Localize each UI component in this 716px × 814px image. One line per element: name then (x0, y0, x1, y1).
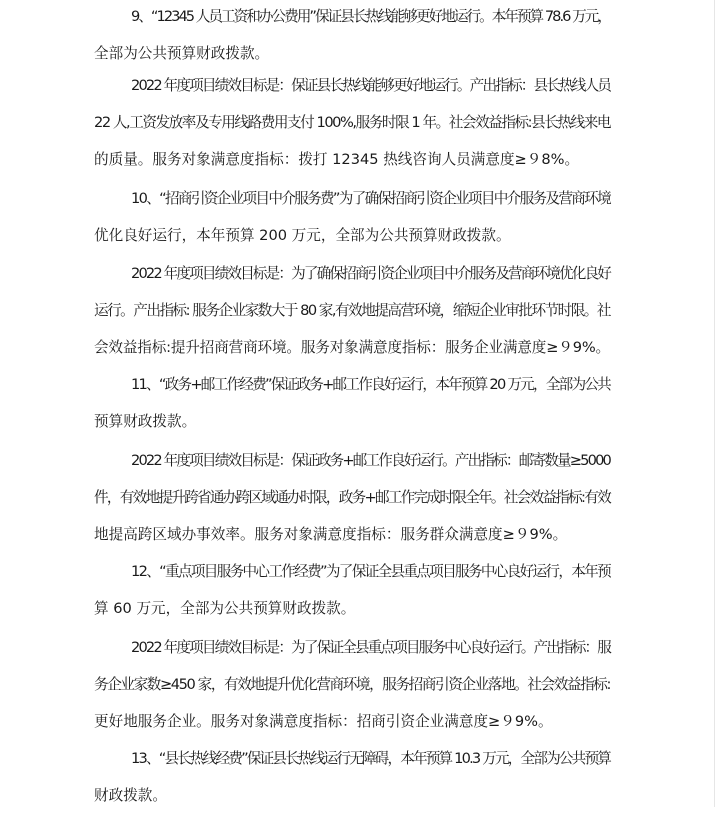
text-line: 运行。产出指标: 服务企业家数大于 80 家,有效地提高营环境，缩短企业审批环节时限。社 (94, 302, 610, 320)
text-line: 的质量。服务对象满意度指标：拨打 12345 热线咨询人员满意度≥９8%。 (94, 151, 580, 169)
text-line: 2022 年度项目绩效目标是：为了确保招商引资企业项目中介服务及营商环境优化良好 (131, 265, 610, 282)
paragraph-goal-10 (94, 255, 610, 367)
text-line: 13、“县长热线经费”保证县长热线运行无障碍，本年预算 10.3 万元，全部为公共预算 (131, 750, 610, 767)
text-line: 11、“政务+邮工作经费”保证政务+邮工作良好运行，本年预算 20 万元，全部为公共 (131, 376, 610, 393)
text-line: 12、“重点项目服务中心工作经费”为了保证全县重点项目服务中心良好运行，本年预 (131, 563, 610, 580)
text-line: 财政拨款。 (94, 787, 167, 805)
text-line: 9、“12345 人员工资和办公费用”保证县长热线能够更好地运行。本年预算 78.6 万元， (131, 8, 610, 25)
text-line: 预算财政拨款。 (94, 413, 197, 431)
paragraph-goal-12 (94, 629, 610, 741)
text-line: 2022 年度项目绩效目标是：保证县长热线能够更好地运行。产出指标：县长热线人员 (131, 77, 610, 94)
paragraph-item-10 (94, 180, 610, 254)
text-line: 10、“招商引资企业项目中介服务费”为了确保招商引资企业项目中介服务及营商环境 (131, 190, 610, 207)
text-line: 优化良好运行，本年预算 200 万元，全部为公共预算财政拨款。 (94, 227, 511, 245)
paragraph-item-9 (94, 0, 610, 72)
text-line: 2022 年度项目绩效目标是：保证政务+邮工作良好运行。产出指标：邮寄数量≥5000 (131, 452, 610, 469)
text-line: 更好地服务企业。服务对象满意度指标：招商引资企业满意度≥９9%。 (94, 713, 553, 731)
page-edge (714, 0, 715, 807)
text-line: 地提高跨区域办事效率。服务对象满意度指标：服务群众满意度≥９9%。 (94, 526, 568, 544)
paragraph-item-13 (94, 740, 610, 814)
paragraph-item-12 (94, 553, 610, 627)
text-line: 会效益指标:提升招商营商环境。服务对象满意度指标：服务企业满意度≥９9%。 (94, 339, 610, 357)
text-line: 22 人,工资发放率及专用线路费用支付 100%,服务时限 1 年。社会效益指标:县长热线来电 (94, 114, 610, 132)
paragraph-goal-11 (94, 442, 610, 554)
text-line: 务企业家数≥450 家，有效地提升优化营商环境，服务招商引资企业落地。社会效益指标: (94, 676, 610, 694)
paragraph-goal-9 (94, 67, 610, 179)
text-line: 2022 年度项目绩效目标是：为了保证全县重点项目服务中心良好运行。产出指标：服 (131, 639, 610, 656)
text-line: 算 60 万元，全部为公共预算财政拨款。 (94, 600, 356, 618)
text-line: 件，有效地提升跨省通办跨区域通办时限，政务+邮工作完成时限全年。社会效益指标:有效 (94, 489, 610, 507)
text-line: 全部为公共预算财政拨款。 (94, 45, 270, 63)
paragraph-item-11 (94, 366, 610, 440)
